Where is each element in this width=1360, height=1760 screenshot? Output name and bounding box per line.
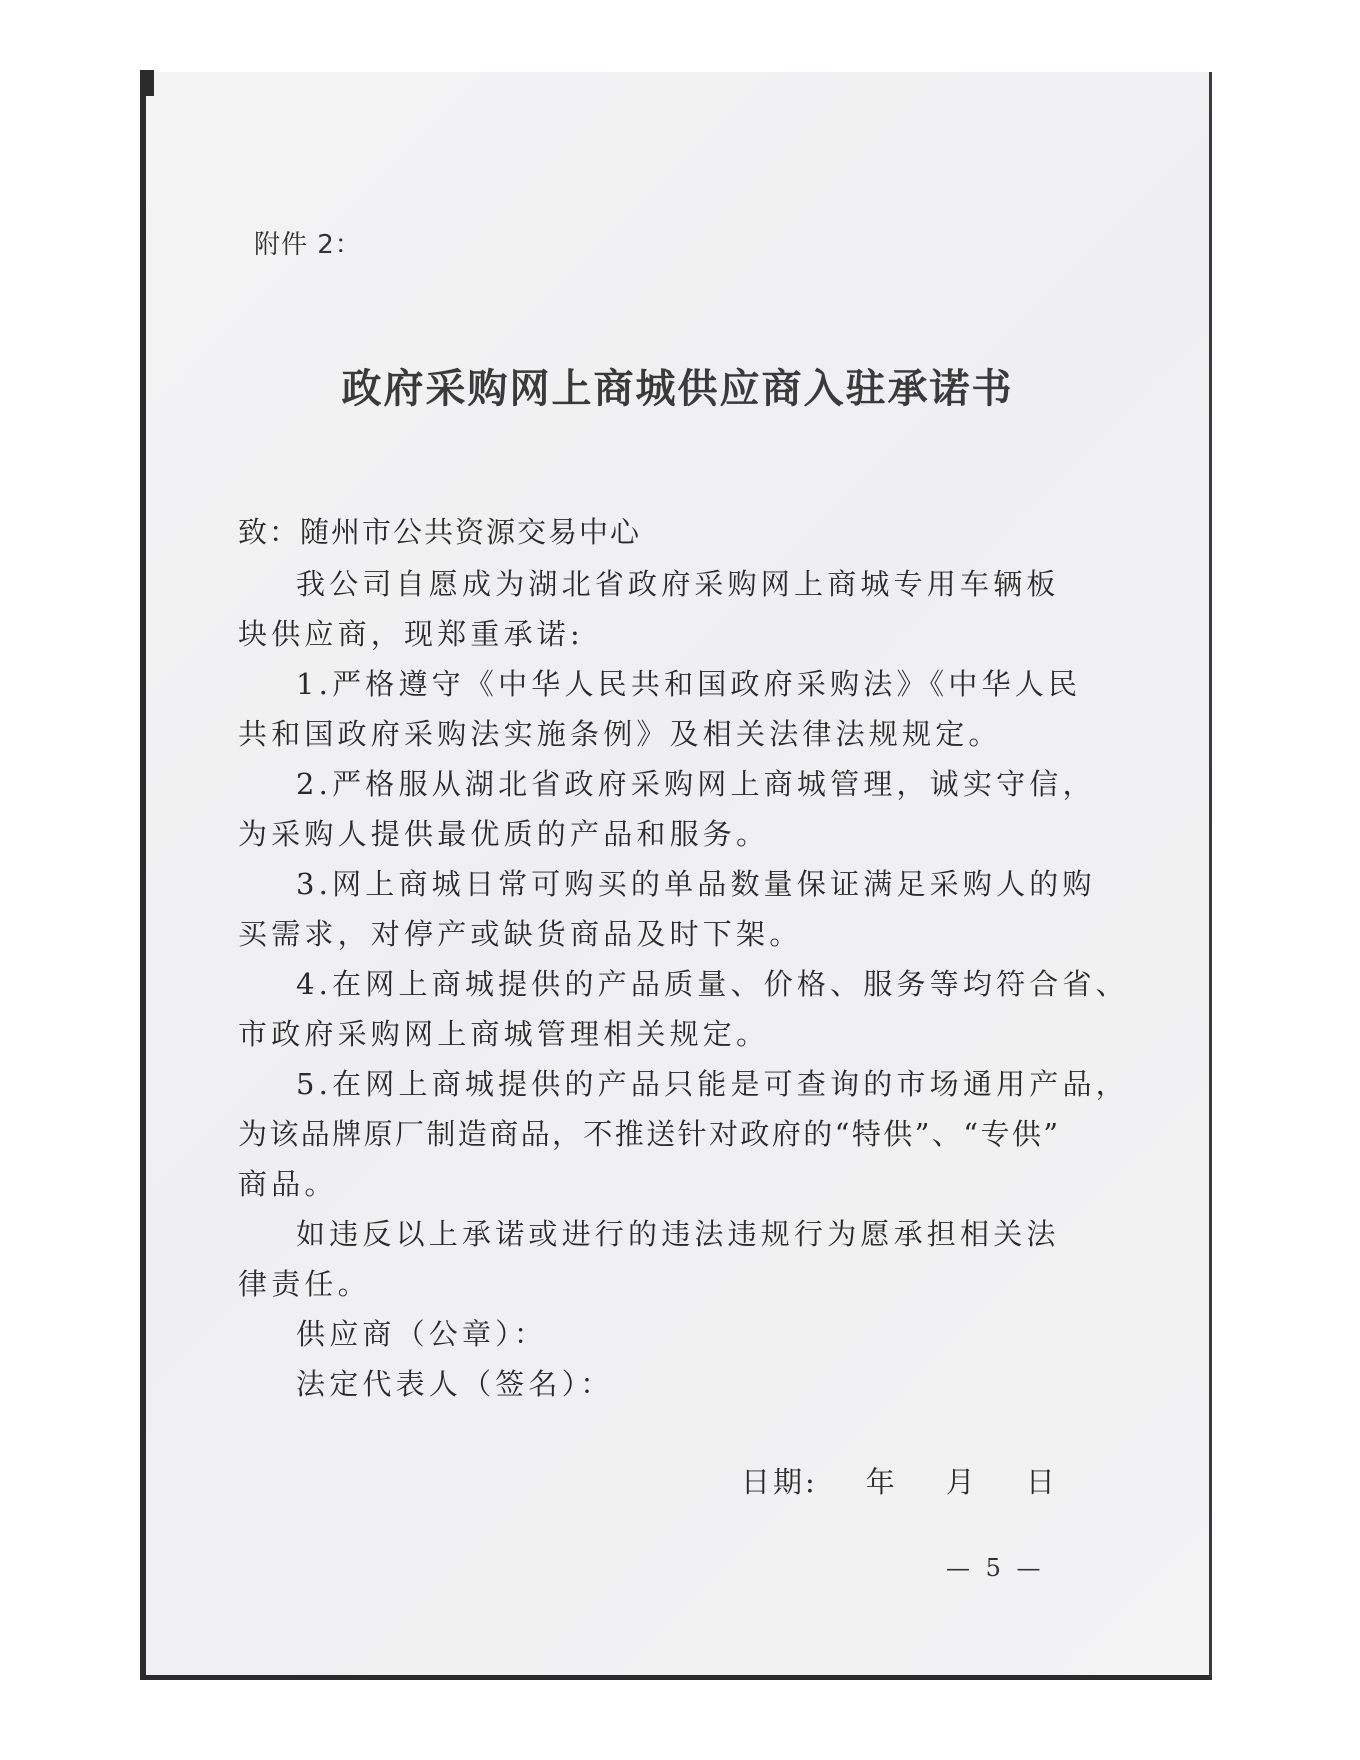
date-label: 日期:	[741, 1465, 818, 1499]
attachment-label: 附件 2：	[254, 230, 362, 260]
document-page	[140, 72, 1212, 1680]
document-title: 政府采购网上商城供应商入驻承诺书	[341, 366, 1014, 412]
paragraph-line: 1.严格遵守《中华人民共和国政府采购法》《中华人民	[296, 667, 1082, 701]
paragraph-line: 市政府采购网上商城管理相关规定。	[238, 1017, 770, 1051]
legal-representative-label: 法定代表人（签名）：	[296, 1367, 614, 1401]
page-number: — 5 —	[946, 1554, 1045, 1582]
date-line	[741, 1460, 1058, 1501]
paragraph-line: 律责任。	[238, 1267, 371, 1301]
paragraph-line: 如违反以上承诺或进行的违法违规行为愿承担相关法	[296, 1217, 1060, 1251]
supplier-seal-label: 供应商（公章）：	[296, 1317, 548, 1351]
paragraph-line: 2.严格服从湖北省政府采购网上商城管理，诚实守信，	[296, 767, 1096, 801]
paragraph-line: 块供应商，现郑重承诺:	[238, 617, 584, 651]
paragraph-line: 共和国政府采购法实施条例》及相关法律法规规定。	[238, 717, 1002, 751]
date-month: 月	[945, 1465, 978, 1499]
paragraph-line: 5.在网上商城提供的产品只能是可查询的市场通用产品，	[296, 1067, 1129, 1101]
paragraph-line: 4.在网上商城提供的产品质量、价格、服务等均符合省、	[296, 967, 1129, 1001]
paragraph-line: 为该品牌原厂制造商品，不推送针对政府的“特供”、“专供”	[238, 1117, 1061, 1151]
paragraph-line: 买需求，对停产或缺货商品及时下架。	[238, 917, 803, 951]
paragraph-line: 3.网上商城日常可购买的单品数量保证满足采购人的购	[296, 867, 1096, 901]
date-day: 日	[1025, 1465, 1058, 1499]
date-year: 年	[865, 1465, 898, 1499]
addressee: 致：随州市公共资源交易中心	[238, 515, 642, 549]
paragraph-line: 我公司自愿成为湖北省政府采购网上商城专用车辆板	[296, 567, 1060, 601]
paragraph-line: 商品。	[238, 1167, 338, 1201]
paragraph-line: 为采购人提供最优质的产品和服务。	[238, 817, 770, 851]
